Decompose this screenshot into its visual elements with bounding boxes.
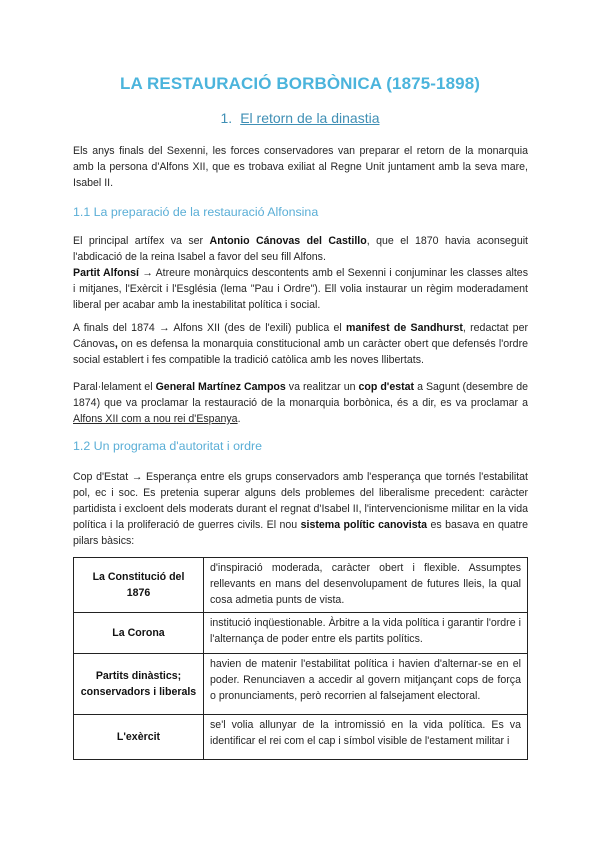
underlined-text: Alfons XII com a nou rei d'Espanya [73, 413, 238, 425]
text: on es defensa la monarquia constitucional amb un caràcter obert que defensés l'ordre social establert i fes compatible la tradició catòlica amb les noves llibertats. [73, 338, 528, 366]
subsection-heading-1-2: 1.2 Un programa d'autoritat i ordre [73, 439, 263, 453]
table-row-text: institució inqüestionable. Àrbitre a la vida política i garantir l'ordre i l'alternança de poder entre els partits polítics. [204, 613, 528, 654]
table-row [74, 715, 528, 760]
text: A finals del 1874 → Alfons XII (des de l'exili) publica el [73, 322, 347, 334]
bold-text: , [114, 338, 118, 350]
section-heading [0, 110, 600, 126]
bold-text: cop d'estat [358, 381, 415, 393]
bold-text: sistema polític canovista [300, 519, 428, 531]
text: El principal artífex va ser [73, 235, 210, 247]
subsection-heading-1-1: 1.1 La preparació de la restauració Alfonsina [73, 205, 319, 219]
section-title: El retorn de la dinastia [240, 110, 380, 126]
table-row-head: L'exèrcit [74, 715, 204, 760]
text: . [237, 413, 241, 425]
table-row-text [204, 715, 528, 760]
table-row-head: La Constitució del 1876 [74, 558, 204, 613]
text: , que el 1870 havia aconseguit l'abdicació de la reina Isabel a favor del seu fill Alfons. [73, 235, 529, 263]
table-row-head: Partits dinàstics; conservadors i liberals [74, 654, 204, 715]
paragraph-sandhurst [73, 320, 528, 368]
text: , redactat per Cánovas [73, 322, 528, 350]
document-title: LA RESTAURACIÓ BORBÒNICA (1875-1898) [119, 74, 481, 93]
text: → Atreure monàrquics descontents amb el Sexenni i conjuminar les classes altes i mitjanes, l'Exèrcit i l'Església (lema "Pau i Ordre"). Ell volia instaurar un règim moderadament liberal per acabar amb la inestabilitat política i social. [73, 267, 528, 311]
table-row-head: La Corona [74, 613, 204, 654]
bold-text: manifest de Sandhurst [346, 322, 463, 334]
paragraph-martinez-campos [73, 379, 528, 427]
table-row [74, 654, 528, 715]
bold-text: Partit Alfonsí [73, 267, 139, 279]
intro-paragraph: Els anys finals del Sexenni, les forces conservadores van preparar el retorn de la monarquia amb la persona d'Alfons XII, que es trobava exiliat al Regne Unit juntament amb la seva mare, Isabel II. [73, 145, 528, 189]
bold-text: General Martínez Campos [155, 381, 286, 393]
text: Paral·lelament el [73, 381, 156, 393]
table-row [74, 613, 528, 654]
paragraph-programa [73, 469, 528, 549]
table-row [74, 558, 528, 613]
bold-text: Antonio Cánovas del Castillo [209, 235, 367, 247]
text: es basava en quatre pilars bàsics: [73, 519, 528, 547]
table-row-text: havien de matenir l'estabilitat política i havien d'alternar-se en el poder. Renunciaven a accedir al govern mitjançant cops de força o pronunciaments, però recorrien al falsejament electoral. [204, 654, 528, 715]
table-row-text: d'inspiració moderada, caràcter obert i flexible. Assumptes rellevants en mans del desenvolupament de futures lleis, la qual cosa admetia punts de vista. [204, 558, 528, 613]
text: va realitzar un [285, 381, 359, 393]
text: a Sagunt (desembre de 1874) que va proclamar la restauració de la monarquia borbònica, és a dir, es va proclamar a [73, 381, 528, 409]
paragraph-canovas [73, 233, 528, 313]
text: Cop d'Estat → Esperança entre els grups conservadors amb l'esperança que tornés l'estabilitat pol, ec i soc. Es pretenia superar alguns dels problemes del liberalisme precedent: caràcter partidista i excloent dels moderats durant el regnat d'Isabel II, l'intervencionisme militar en la vida política i la proliferació de guerres civils. El nou [73, 471, 528, 531]
pillars-table [73, 557, 528, 760]
section-number: 1. [220, 110, 233, 126]
table-cell-text: se'l volia allunyar de la intromissió en la vida política. Es va identificar el rei com el cap i símbol visible de l'estament militar i [210, 719, 521, 747]
